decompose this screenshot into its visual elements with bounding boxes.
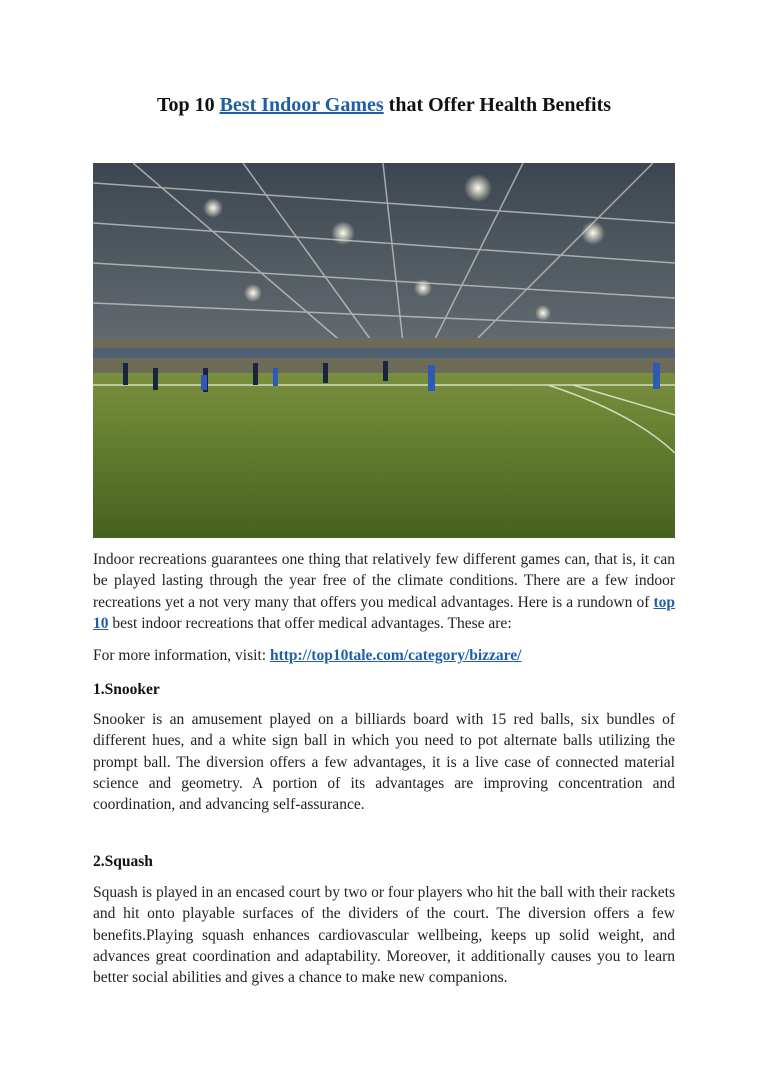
intro-text-after: best indoor recreations that offer medical advantages. These are: [108,614,512,632]
indoor-soccer-field-photo [93,163,675,538]
more-info-line [93,645,675,666]
section-heading-snooker: 1.Snooker [93,681,160,698]
more-info-label: For more information, visit: [93,647,270,664]
more-info-link[interactable]: http://top10tale.com/category/bizzare/ [269,647,522,664]
section-heading-squash: 2.Squash [93,853,153,870]
section-body-squash: Squash is played in an encased court by two or four players who hit the ball with their rackets and hit onto playable surfaces of the dividers of the court. The diversion offers a few benefits.Playing squash enhances cardiovascular wellbeing, keeps up solid weight, and advances great coordination and adaptability. Moreover, it additionally causes you to learn better social abilities and gives a chance to make new companions. [93,884,675,987]
title-suffix: that Offer Health Benefits [383,94,612,116]
title-prefix: Top 10 [156,94,220,116]
top-10-link[interactable]: top 10 [93,593,675,632]
section-body-snooker: Snooker is an amusement played on a billiards board with 15 red balls, six bundles of different hues, and a white sign ball in which you need to pot alternate balls utilizing the prompt ball. The diversion offers a few advantages, it is a live case of connected material science and geometry. A portion of its advantages are improving concentration and coordination, and advancing self-assurance. [93,711,675,814]
title-link[interactable]: Best Indoor Games [219,94,384,116]
intro-text-before: Indoor recreations guarantees one thing that relatively few different games can, that is, it can be played lasting through the year free of the climate conditions. There are a few indoor recreations yet a not very many that offers you medical advantages. Here is a rundown of [93,551,675,611]
indoor-soccer-photo [93,163,675,538]
page-title [0,94,768,117]
intro-paragraph [93,549,675,634]
